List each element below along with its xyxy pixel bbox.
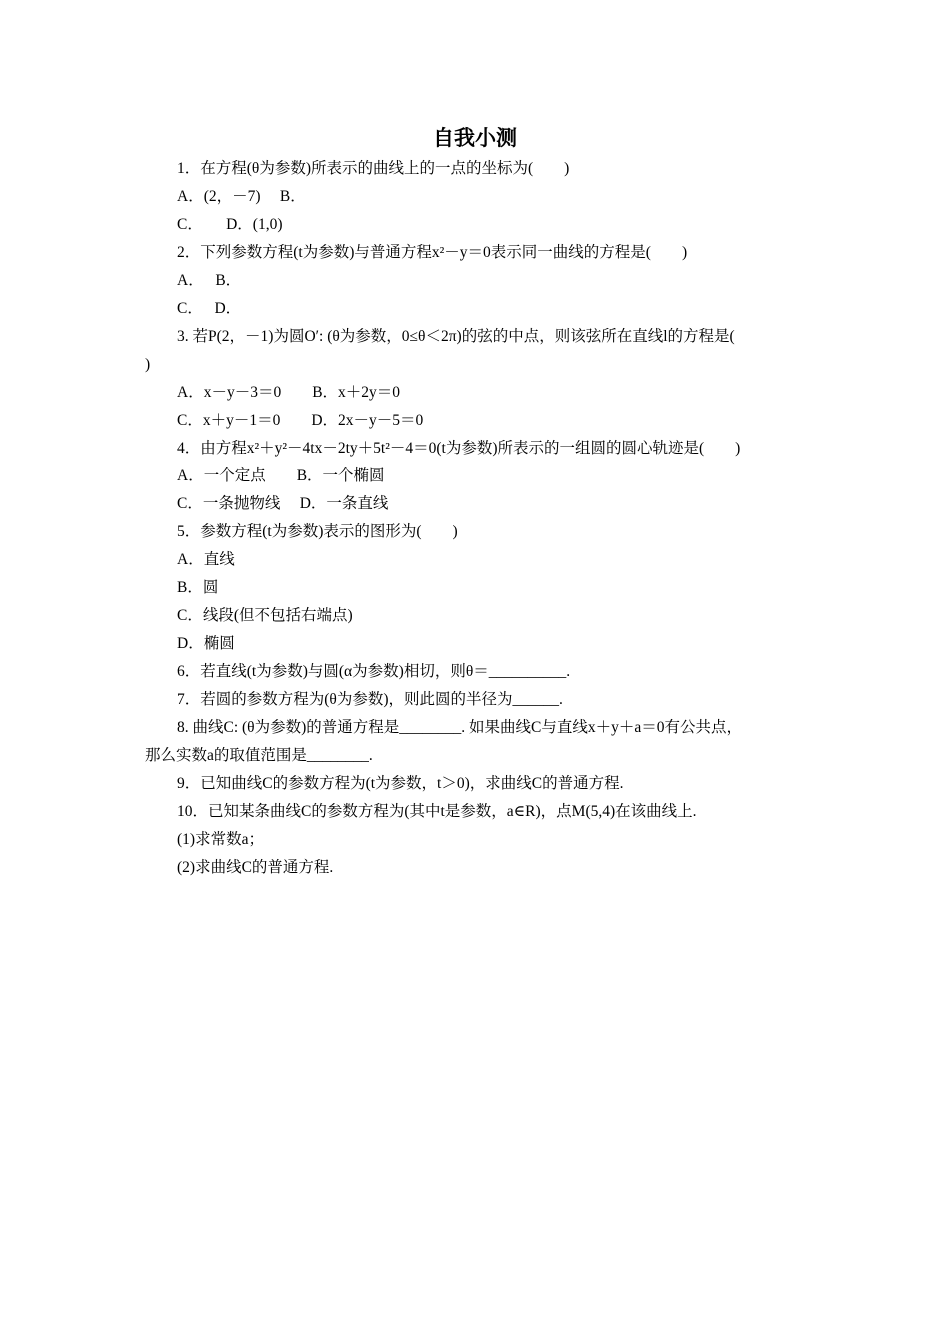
q1-options-cd: C． D．(1,0) bbox=[177, 216, 283, 233]
q1-options-ab: A．(2，－7) B． bbox=[177, 188, 306, 205]
q5-option-c: C．线段(但不包括右端点) bbox=[177, 607, 353, 624]
question-4: 4．由方程x²＋y²－4tx－2ty＋5t²－4＝0(t为参数)所表示的一组圆的圆心轨迹是( ) bbox=[177, 440, 741, 457]
q4-options-cd: C．一条抛物线 D．一条直线 bbox=[177, 495, 389, 512]
question-8: 8. 曲线C: (θ为参数)的普通方程是________. 如果曲线C与直线x＋y＋a＝0有公共点， bbox=[177, 719, 742, 736]
q5-option-a: A．直线 bbox=[177, 551, 235, 568]
q3-options-cd: C．x＋y－1＝0 D．2x－y－5＝0 bbox=[177, 412, 424, 429]
q5-option-d: D．椭圆 bbox=[177, 635, 235, 652]
question-3: 3. 若P(2，－1)为圆O′: (θ为参数，0≤θ＜2π)的弦的中点，则该弦所在直线l的方程是( bbox=[177, 328, 735, 345]
question-1: 1．在方程(θ为参数)所表示的曲线上的一点的坐标为( ) bbox=[177, 160, 570, 177]
q2-options-cd: C． D． bbox=[177, 300, 242, 317]
q10-part-2: (2)求曲线C的普通方程. bbox=[177, 859, 334, 876]
question-2: 2．下列参数方程(t为参数)与普通方程x²－y＝0表示同一曲线的方程是( ) bbox=[177, 244, 688, 261]
q3-options-ab: A．x－y－3＝0 B．x＋2y＝0 bbox=[177, 384, 401, 401]
q10-part-1: (1)求常数a； bbox=[177, 831, 264, 848]
question-8-continued: 那么实数a的取值范围是________. bbox=[145, 747, 373, 764]
question-10: 10．已知某条曲线C的参数方程为(其中t是参数，a∈R)，点M(5,4)在该曲线上. bbox=[177, 803, 697, 820]
question-7: 7．若圆的参数方程为(θ为参数)，则此圆的半径为______. bbox=[177, 691, 563, 708]
q2-options-ab: A． B． bbox=[177, 272, 242, 289]
page-title: 自我小测 bbox=[433, 126, 517, 150]
question-5: 5．参数方程(t为参数)表示的图形为( ) bbox=[177, 523, 458, 540]
question-9: 9．已知曲线C的参数方程为(t为参数，t＞0)，求曲线C的普通方程. bbox=[177, 775, 624, 792]
question-3-continued: ) bbox=[145, 356, 151, 373]
q5-option-b: B．圆 bbox=[177, 579, 219, 596]
question-6: 6．若直线(t为参数)与圆(α为参数)相切，则θ＝__________. bbox=[177, 663, 571, 680]
q4-options-ab: A．一个定点 B．一个椭圆 bbox=[177, 467, 385, 484]
